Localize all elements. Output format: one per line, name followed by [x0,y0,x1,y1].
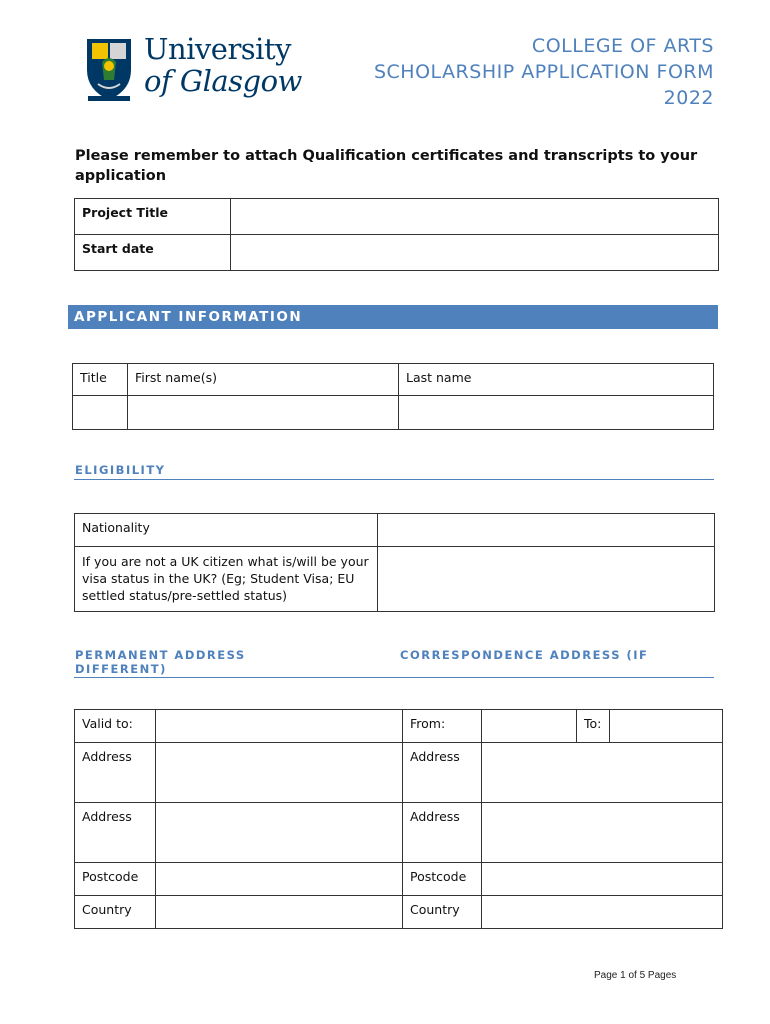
title-label: Title [73,364,128,396]
permanent-address-heading [75,648,246,676]
nationality-field[interactable] [378,514,715,547]
valid-to-label: Valid to: [75,710,156,743]
permanent-postcode-label: Postcode [75,863,156,896]
start-date-label: Start date [75,235,231,271]
title-field[interactable] [73,396,128,430]
page-number: Page 1 of 5 Pages [594,970,677,981]
address-table [74,709,723,929]
to-field[interactable] [610,710,723,743]
nationality-label: Nationality [75,514,378,547]
eligibility-rule [74,479,714,480]
correspondence-postcode-field[interactable] [482,863,723,896]
project-title-label: Project Title [75,199,231,235]
permanent-address-label-2: Address [75,803,156,863]
eligibility-heading: ELIGIBILITY [75,463,166,477]
correspondence-address-field-1[interactable] [482,743,723,803]
correspondence-country-label: Country [403,896,482,929]
project-table [74,198,719,271]
permanent-address-heading-text: PERMANENT ADDRESS [75,648,246,662]
correspondence-address-field-2[interactable] [482,803,723,863]
visa-status-label: If you are not a UK citizen what is/will be your visa status in the UK? (Eg; Student Visa; EU settled status/pre-settled status) [75,547,378,612]
university-crest-icon [84,36,134,102]
university-logo [84,34,314,106]
logo-text-glasgow: of Glasgow [144,64,302,98]
correspondence-address-label-1: Address [403,743,482,803]
logo-text-university: University [144,32,291,66]
permanent-country-label: Country [75,896,156,929]
last-name-field[interactable] [399,396,714,430]
visa-status-field[interactable] [378,547,715,612]
correspondence-address-label-2: Address [403,803,482,863]
from-field[interactable] [482,710,577,743]
from-label: From: [403,710,482,743]
attachment-reminder: Please remember to attach Qualification certificates and transcripts to your application [75,148,698,184]
eligibility-table [74,513,715,612]
applicant-name-table [72,363,714,430]
applicant-information-banner: APPLICANT INFORMATION [68,305,718,329]
correspondence-country-field[interactable] [482,896,723,929]
form-title-line1: COLLEGE OF ARTS [531,35,714,57]
form-title [374,33,714,111]
form-title-year: 2022 [663,87,714,109]
correspondence-postcode-label: Postcode [403,863,482,896]
to-label: To: [577,710,610,743]
first-name-label: First name(s) [128,364,399,396]
permanent-address-field-2[interactable] [156,803,403,863]
project-title-field[interactable] [231,199,719,235]
first-name-field[interactable] [128,396,399,430]
valid-to-field[interactable] [156,710,403,743]
permanent-postcode-field[interactable] [156,863,403,896]
permanent-address-label-1: Address [75,743,156,803]
permanent-address-field-1[interactable] [156,743,403,803]
last-name-label: Last name [399,364,714,396]
correspondence-address-heading: CORRESPONDENCE ADDRESS (IF [400,648,649,662]
start-date-field[interactable] [231,235,719,271]
permanent-country-field[interactable] [156,896,403,929]
different-heading-text: DIFFERENT) [75,662,167,676]
form-title-line2: SCHOLARSHIP APPLICATION FORM [373,61,714,83]
address-rule [74,677,714,678]
